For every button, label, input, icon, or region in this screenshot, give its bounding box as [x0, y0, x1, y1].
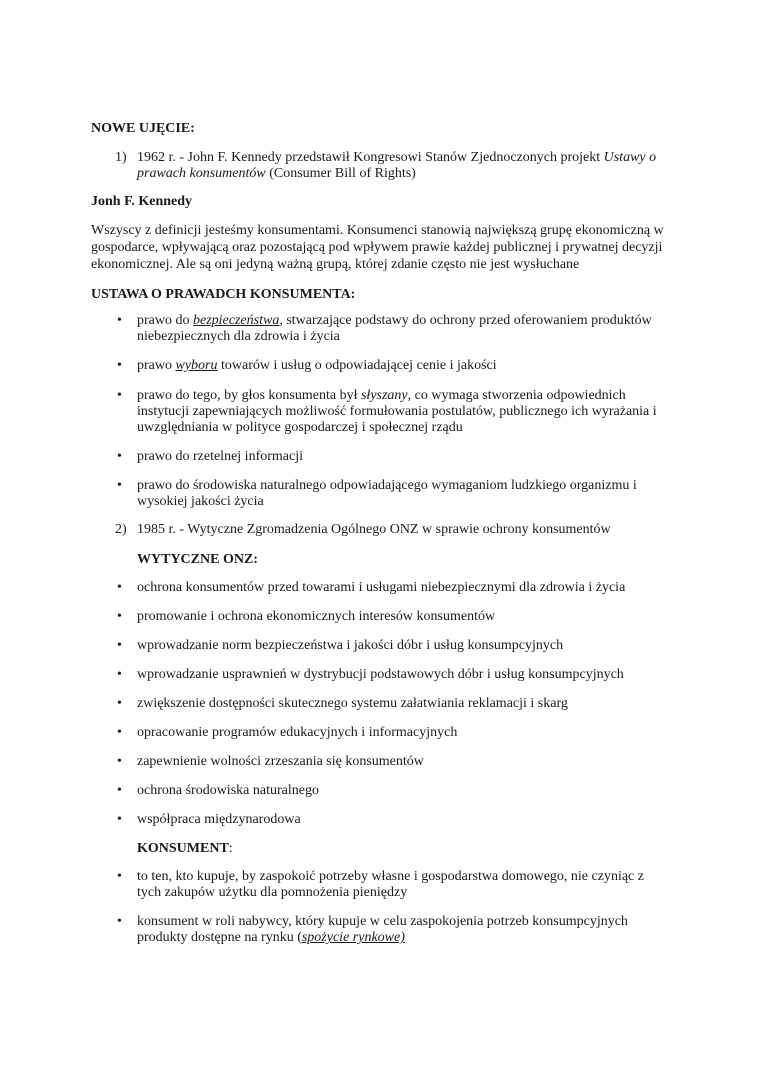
- bullet-icon: •: [117, 914, 122, 929]
- list-item-text: to ten, kto kupuje, by zaspokoić potrzeby własne i gospodarstwa domowego, nie czyniąc z tych zakupów użytku dla pomnożenia pieniędzy: [137, 869, 644, 900]
- heading-nowe-ujecie: NOWE UJĘCIE:: [91, 121, 195, 136]
- bullet-icon: •: [117, 358, 122, 373]
- bullet-icon: •: [117, 667, 122, 682]
- bullet-icon: •: [117, 449, 122, 464]
- item-text: 1962 r. - John F. Kennedy przedstawił Kongresowi Stanów Zjednoczonych projekt Ustawy o prawach konsumentów (Consumer Bill of Rights): [137, 150, 657, 181]
- bullet-icon: •: [117, 725, 122, 740]
- bullet-icon: •: [117, 869, 122, 884]
- bullet-icon: •: [117, 696, 122, 711]
- bullet-icon: •: [117, 313, 122, 328]
- item-text: 1985 r. - Wytyczne Zgromadzenia Ogólnego ONZ w sprawie ochrony konsumentów: [137, 522, 611, 537]
- list-item-text: prawo do tego, by głos konsumenta był słyszany, co wymaga stworzenia odpowiednich instytucji zapewniających możliwość formułowania postulatów, publicznego ich wyrażania i uwzględniania w polityce gospodarczej i społecznej rządu: [137, 388, 657, 435]
- list-item-text: wprowadzanie usprawnień w dystrybucji podstawowych dóbr i usług konsumpcyjnych: [137, 667, 624, 682]
- list-item-text: współpraca międzynarodowa: [137, 812, 301, 827]
- bullet-icon: •: [117, 812, 122, 827]
- list-item-text: prawo do bezpieczeństwa, stwarzające podstawy do ochrony przed oferowaniem produktów niebezpiecznych dla zdrowia i życia: [137, 313, 652, 344]
- bullet-icon: •: [117, 783, 122, 798]
- list-item-text: opracowanie programów edukacyjnych i informacyjnych: [137, 725, 458, 740]
- list-item-text: prawo do środowiska naturalnego odpowiadającego wymaganiom ludzkiego organizmu i wysokiej jakości życia: [137, 478, 637, 509]
- bullet-icon: •: [117, 754, 122, 769]
- bullet-icon: •: [117, 478, 122, 493]
- list-item-text: wprowadzanie norm bezpieczeństwa i jakości dóbr i usług konsumpcyjnych: [137, 638, 564, 653]
- list-item-text: zapewnienie wolności zrzeszania się konsumentów: [137, 754, 424, 769]
- act-heading: USTAWA O PRAWADCH KONSUMENTA:: [91, 287, 356, 302]
- kennedy-paragraph: Wszyscy z definicji jesteśmy konsumentami. Konsumenci stanowią największą grupę ekonomiczną w gospodarce, wpływającą oraz pozostającą pod wpływem prawie każdej publicznej i prywatnej decyzji ekonomicznej. Ale są oni jedyną ważną grupą, której zdanie często nie jest wysłuchane: [91, 223, 664, 272]
- kennedy-heading: Jonh F. Kennedy: [91, 194, 193, 209]
- onz-heading: WYTYCZNE ONZ:: [137, 552, 258, 567]
- list-item-text: konsument w roli nabywcy, który kupuje w celu zaspokojenia potrzeb konsumpcyjnych produkty dostępne na rynku (spożycie rynkowe): [137, 914, 628, 945]
- bullet-icon: •: [117, 580, 122, 595]
- bullet-icon: •: [117, 609, 122, 624]
- list-item-text: prawo do rzetelnej informacji: [137, 449, 303, 464]
- bullet-icon: •: [117, 638, 122, 653]
- list-item-text: promowanie i ochrona ekonomicznych interesów konsumentów: [137, 609, 496, 624]
- list-item-text: ochrona środowiska naturalnego: [137, 783, 319, 798]
- list-item-text: zwiększenie dostępności skutecznego systemu załatwiania reklamacji i skarg: [137, 696, 568, 711]
- list-item-text: prawo wyboru towarów i usług o odpowiadającej cenie i jakości: [137, 358, 497, 373]
- list-item-text: ochrona konsumentów przed towarami i usługami niebezpiecznymi dla zdrowia i życia: [137, 580, 626, 595]
- item-number: 2): [115, 522, 127, 537]
- konsument-heading: KONSUMENT:: [137, 841, 233, 856]
- bullet-icon: •: [117, 388, 122, 403]
- item-number: 1): [115, 150, 127, 165]
